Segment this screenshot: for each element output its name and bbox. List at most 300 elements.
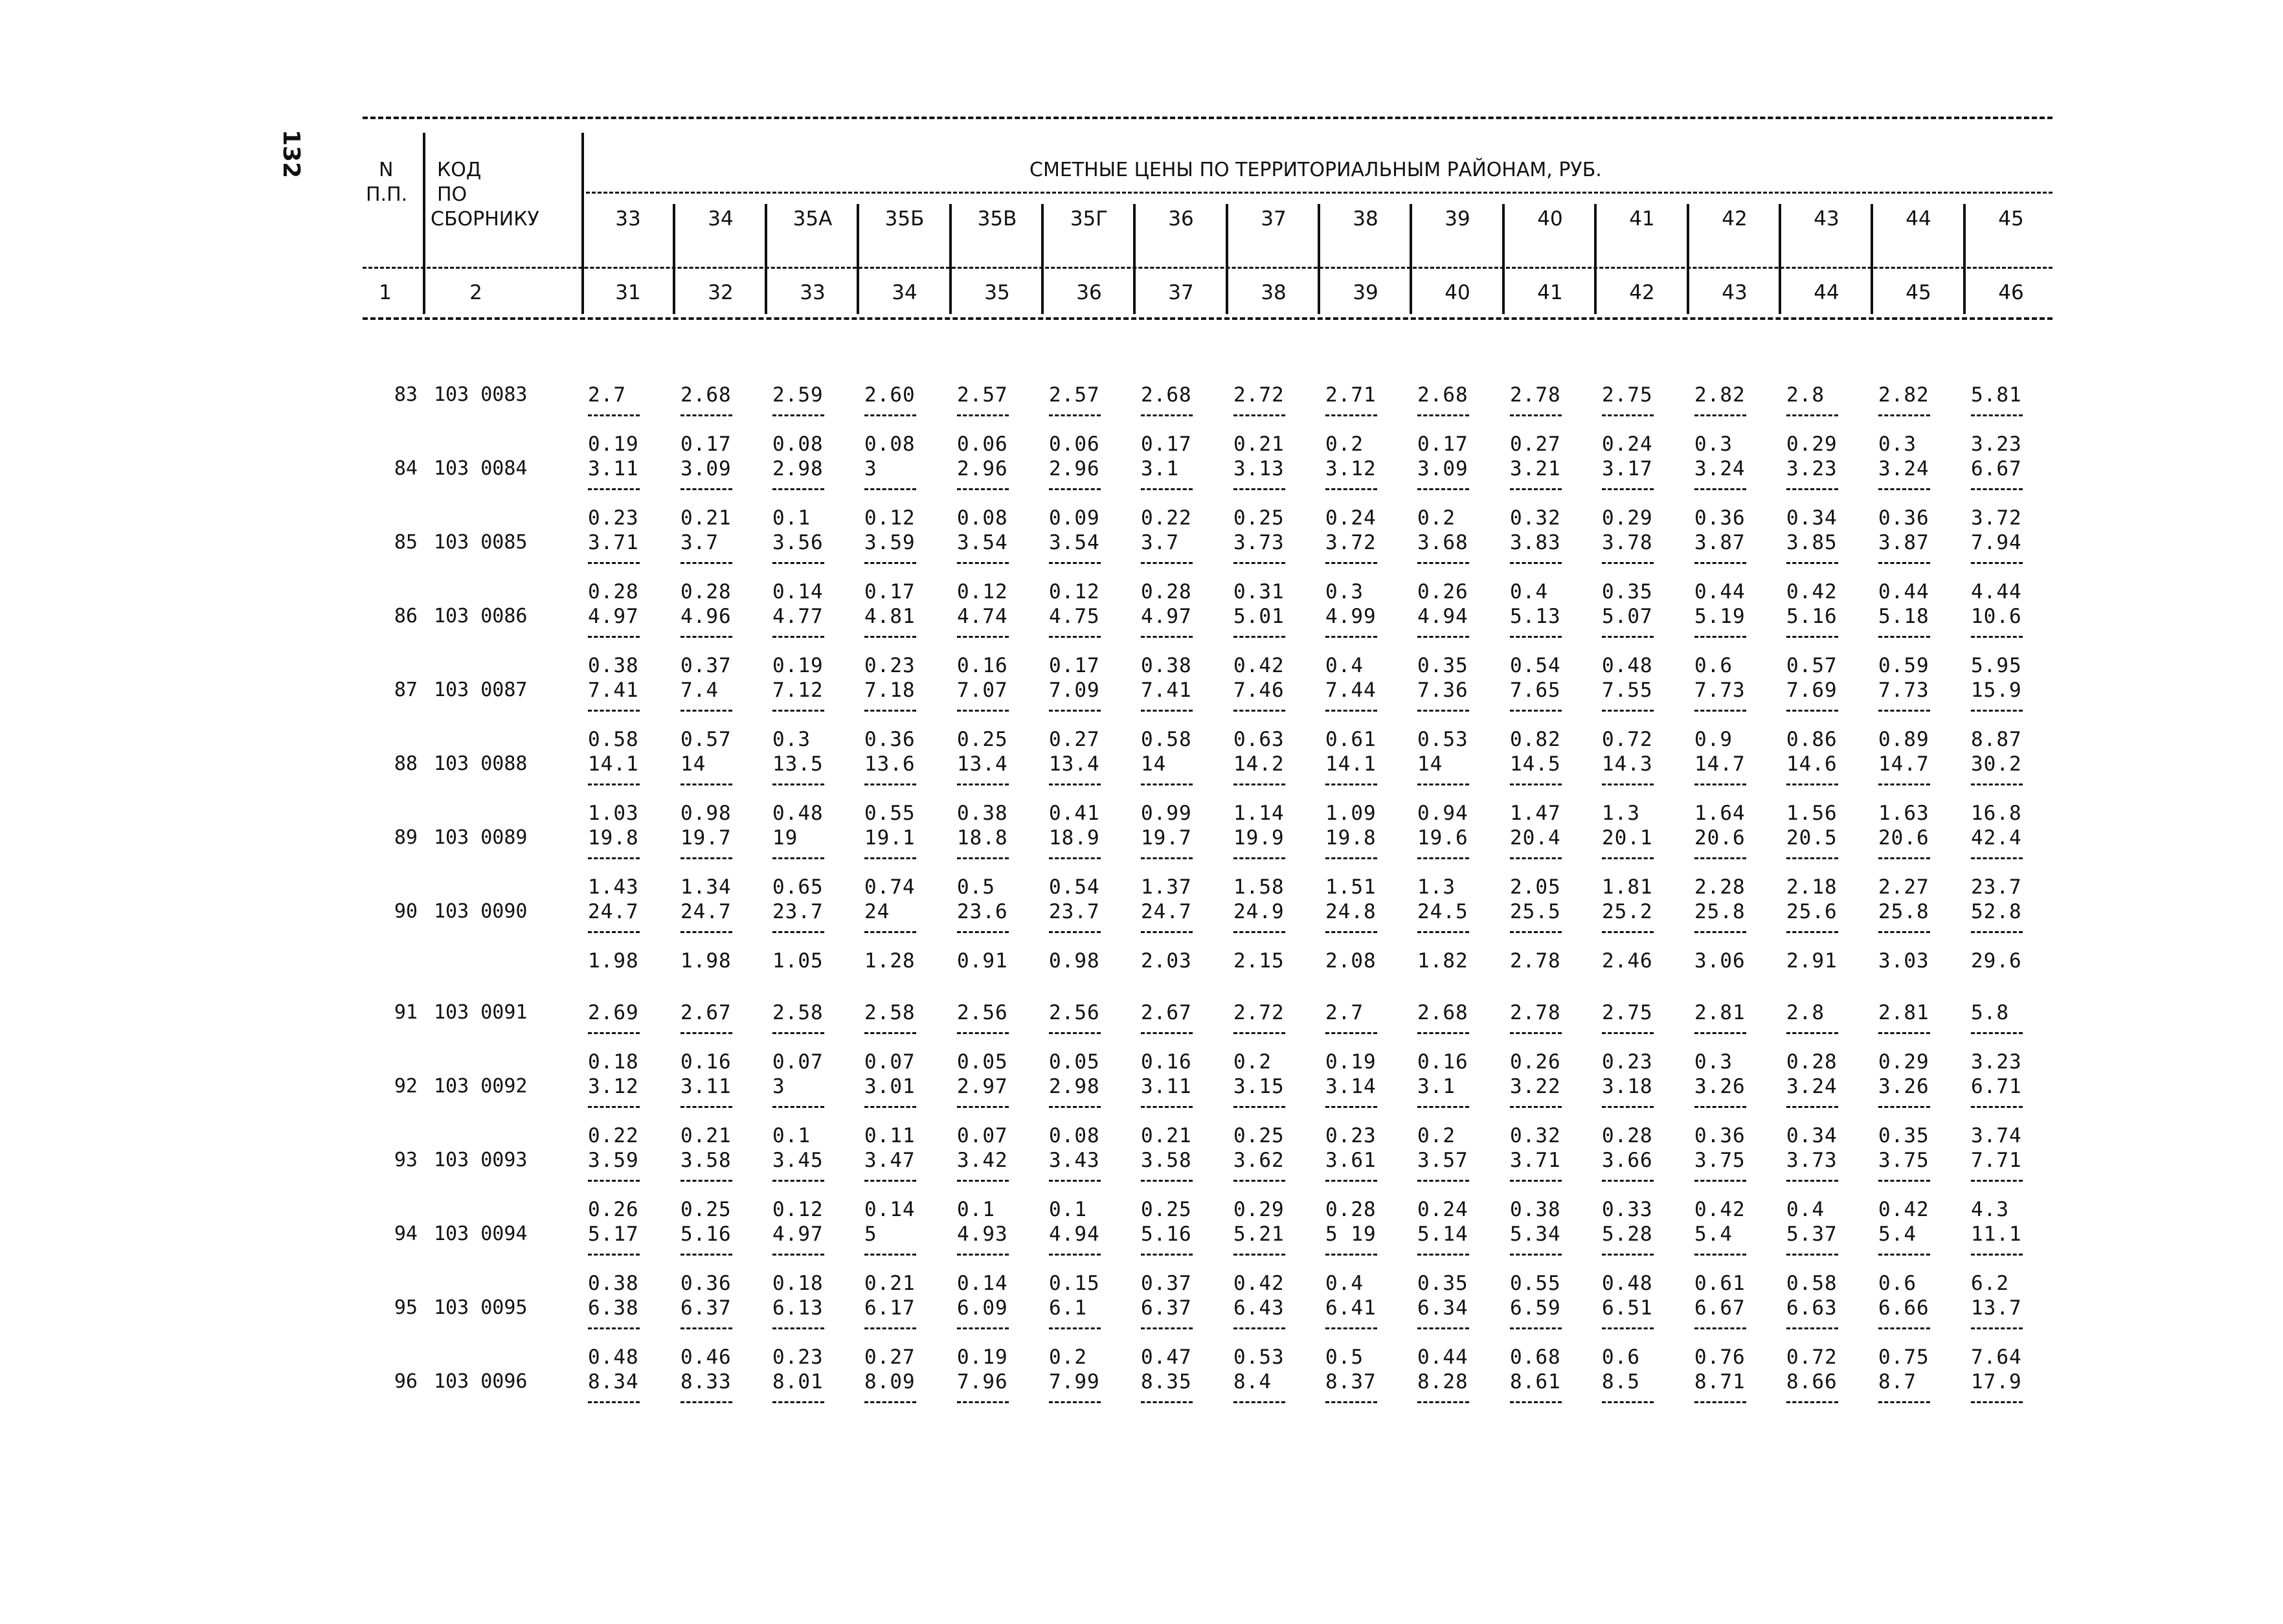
price-cell: 5.4 — [1878, 1223, 1917, 1246]
price-cell: 3.24 — [1694, 457, 1746, 480]
price-cell: 0.5 — [957, 875, 995, 899]
price-cell: 0.22 — [588, 1124, 639, 1147]
price-cell: 1.09 — [1325, 802, 1377, 825]
price-cell: 6.37 — [1141, 1296, 1192, 1320]
column-number: 44 — [1814, 281, 1839, 304]
row-code: 103 0087 — [434, 679, 528, 701]
price-cell: 18.9 — [1049, 826, 1100, 850]
price-cell: 13.5 — [772, 752, 824, 776]
price-cell: 0.17 — [1141, 433, 1192, 456]
price-cell: 2.67 — [1141, 1001, 1192, 1024]
price-cell: 0.26 — [1417, 580, 1468, 603]
price-cell: 3 — [772, 1075, 785, 1098]
price-cell: 2.60 — [864, 383, 916, 407]
price-cell: 0.38 — [1141, 654, 1192, 677]
row-number: 93 — [394, 1149, 418, 1171]
price-cell: 0.05 — [957, 1050, 1008, 1074]
price-cell: 0.98 — [1049, 949, 1100, 973]
fraction-bar — [1325, 784, 1377, 785]
price-cell: 6.59 — [1510, 1296, 1561, 1320]
price-cell: 20.5 — [1786, 826, 1838, 850]
fraction-bar — [1694, 414, 1746, 416]
fraction-bar — [1878, 636, 1930, 638]
price-cell: 7.36 — [1417, 679, 1468, 702]
price-cell: 0.6 — [1602, 1346, 1640, 1369]
fraction-bar — [1971, 784, 2023, 785]
price-cell: 0.3 — [772, 728, 811, 751]
fraction-bar — [1602, 1254, 1654, 1256]
price-cell: 0.99 — [1141, 802, 1192, 825]
price-cell: 1.03 — [588, 802, 639, 825]
fraction-bar — [1325, 1327, 1377, 1329]
price-cell: 0.54 — [1510, 654, 1561, 677]
price-cell: 1.98 — [588, 949, 639, 973]
fraction-bar — [1694, 488, 1746, 490]
fraction-bar — [864, 857, 916, 859]
fraction-bar — [1694, 1180, 1746, 1182]
fraction-bar — [1694, 1254, 1746, 1256]
price-cell: 3.26 — [1878, 1075, 1929, 1098]
price-cell: 0.53 — [1233, 1346, 1285, 1369]
price-cell: 0.28 — [1786, 1050, 1838, 1074]
price-cell: 1.37 — [1141, 875, 1192, 899]
fraction-bar — [1602, 857, 1654, 859]
price-cell: 2.96 — [1049, 457, 1100, 480]
fraction-bar — [1602, 636, 1654, 638]
fraction-bar — [1233, 488, 1285, 490]
row-number: 84 — [394, 457, 418, 480]
price-cell: 7.94 — [1971, 531, 2022, 554]
price-cell: 6.43 — [1233, 1296, 1285, 1320]
fraction-bar — [1786, 784, 1838, 785]
price-cell: 7.18 — [864, 679, 916, 702]
col-code-label-2: ПО — [437, 183, 467, 206]
price-cell: 3.18 — [1602, 1075, 1653, 1098]
price-cell: 6.71 — [1971, 1075, 2022, 1098]
price-cell: 8.09 — [864, 1370, 916, 1393]
price-cell: 0.28 — [680, 580, 732, 603]
price-cell: 1.63 — [1878, 802, 1929, 825]
fraction-bar — [1325, 1180, 1377, 1182]
price-cell: 0.38 — [588, 1272, 639, 1295]
price-cell: 0.68 — [1510, 1346, 1561, 1369]
price-cell: 0.28 — [1602, 1124, 1653, 1147]
header-column-divider — [1041, 204, 1044, 314]
fraction-bar — [1602, 1401, 1654, 1403]
fraction-bar — [680, 562, 732, 564]
price-cell: 0.08 — [772, 433, 824, 456]
district-header: 35В — [977, 207, 1017, 231]
price-cell: 8.35 — [1141, 1370, 1192, 1393]
fraction-bar — [1049, 1180, 1101, 1182]
fraction-bar — [1971, 1401, 2023, 1403]
row-code: 103 0083 — [434, 383, 528, 406]
price-cell: 1.56 — [1786, 802, 1838, 825]
price-cell: 1.64 — [1694, 802, 1746, 825]
price-cell: 0.21 — [864, 1272, 916, 1295]
fraction-bar — [680, 488, 732, 490]
row-code: 103 0092 — [434, 1075, 528, 1098]
price-cell: 0.3 — [1694, 1050, 1733, 1074]
price-cell: 20.6 — [1878, 826, 1929, 850]
fraction-bar — [1510, 1180, 1562, 1182]
price-cell: 3.06 — [1694, 949, 1746, 973]
price-cell: 8.33 — [680, 1370, 732, 1393]
price-cell: 2.56 — [1049, 1001, 1100, 1024]
column-number: 33 — [800, 281, 826, 304]
price-cell: 2.46 — [1602, 949, 1653, 973]
price-cell: 13.7 — [1971, 1296, 2022, 1320]
fraction-bar — [864, 1254, 916, 1256]
fraction-bar — [1417, 710, 1469, 712]
price-cell: 0.18 — [588, 1050, 639, 1074]
price-cell: 3.7 — [1141, 531, 1179, 554]
fraction-bar — [772, 1401, 824, 1403]
price-cell: 0.05 — [1049, 1050, 1100, 1074]
price-cell: 0.12 — [864, 506, 916, 530]
price-cell: 4.97 — [588, 605, 639, 628]
price-cell: 2.56 — [957, 1001, 1008, 1024]
price-cell: 5.16 — [1141, 1223, 1192, 1246]
fraction-bar — [864, 1032, 916, 1034]
price-cell: 4.75 — [1049, 605, 1100, 628]
district-header: 36 — [1168, 207, 1194, 231]
price-cell: 25.6 — [1786, 900, 1838, 923]
fraction-bar — [957, 1254, 1009, 1256]
fraction-bar — [1878, 488, 1930, 490]
price-cell: 2.75 — [1602, 1001, 1653, 1024]
fraction-bar — [1786, 931, 1838, 933]
price-cell: 2.91 — [1786, 949, 1838, 973]
price-cell: 0.5 — [1325, 1346, 1364, 1369]
col-code-label: КОД — [437, 159, 482, 181]
price-cell: 0.36 — [864, 728, 916, 751]
price-cell: 5.14 — [1417, 1223, 1468, 1246]
fraction-bar — [680, 931, 732, 933]
district-header: 43 — [1814, 207, 1839, 231]
price-cell: 1.28 — [864, 949, 916, 973]
fraction-bar — [1141, 857, 1193, 859]
fraction-bar — [1325, 414, 1377, 416]
column-number: 37 — [1168, 281, 1194, 304]
price-cell: 0.17 — [864, 580, 916, 603]
price-cell: 0.16 — [957, 654, 1008, 677]
price-cell: 23.6 — [957, 900, 1008, 923]
price-cell: 3.13 — [1233, 457, 1285, 480]
district-header: 41 — [1629, 207, 1655, 231]
fraction-bar — [1786, 488, 1838, 490]
price-cell: 2.98 — [1049, 1075, 1100, 1098]
fraction-bar — [1233, 1254, 1285, 1256]
fraction-bar — [1510, 1032, 1562, 1034]
fraction-bar — [680, 636, 732, 638]
fraction-bar — [1141, 1032, 1193, 1034]
price-cell: 0.38 — [1510, 1198, 1561, 1221]
fraction-bar — [1510, 857, 1562, 859]
row-number: 89 — [394, 826, 418, 849]
price-cell: 0.32 — [1510, 506, 1561, 530]
district-header: 44 — [1906, 207, 1931, 231]
row-code: 103 0089 — [434, 826, 528, 849]
price-cell: 6.66 — [1878, 1296, 1929, 1320]
price-cell: 7.73 — [1694, 679, 1746, 702]
fraction-bar — [680, 1180, 732, 1182]
fraction-bar — [1049, 488, 1101, 490]
price-cell: 3.17 — [1602, 457, 1653, 480]
price-cell: 2.78 — [1510, 383, 1561, 407]
price-cell: 2.8 — [1786, 1001, 1825, 1024]
header-column-divider — [1133, 204, 1136, 314]
price-cell: 0.08 — [1049, 1124, 1100, 1147]
price-cell: 0.2 — [1049, 1346, 1087, 1369]
fraction-bar — [1233, 1106, 1285, 1108]
price-cell: 2.75 — [1602, 383, 1653, 407]
fraction-bar — [680, 414, 732, 416]
price-cell: 1.3 — [1602, 802, 1640, 825]
price-cell: 24.7 — [1141, 900, 1192, 923]
price-cell: 0.34 — [1786, 1124, 1838, 1147]
price-cell: 8.87 — [1971, 728, 2022, 751]
price-cell: 4.97 — [1141, 605, 1192, 628]
fraction-bar — [1417, 784, 1469, 785]
price-cell: 0.74 — [864, 875, 916, 899]
fraction-bar — [1694, 857, 1746, 859]
price-cell: 0.65 — [772, 875, 824, 899]
price-cell: 7.55 — [1602, 679, 1653, 702]
price-cell: 7.07 — [957, 679, 1008, 702]
fraction-bar — [1417, 1106, 1469, 1108]
fraction-bar — [1141, 1106, 1193, 1108]
column-number: 1 — [379, 281, 392, 304]
fraction-bar — [680, 1327, 732, 1329]
column-number: 45 — [1906, 281, 1931, 304]
fraction-bar — [1694, 784, 1746, 785]
price-cell: 0.29 — [1602, 506, 1653, 530]
price-cell: 0.36 — [1694, 506, 1746, 530]
price-cell: 0.42 — [1786, 580, 1838, 603]
fraction-bar — [1602, 1180, 1654, 1182]
row-code: 103 0095 — [434, 1296, 528, 1319]
column-number: 34 — [892, 281, 917, 304]
price-cell: 0.22 — [1141, 506, 1192, 530]
fraction-bar — [1510, 1401, 1562, 1403]
price-cell: 3.09 — [680, 457, 732, 480]
price-cell: 0.44 — [1694, 580, 1746, 603]
price-cell: 0.89 — [1878, 728, 1929, 751]
fraction-bar — [1141, 1327, 1193, 1329]
price-cell: 0.42 — [1233, 1272, 1285, 1295]
price-cell: 7.41 — [1141, 679, 1192, 702]
fraction-bar — [1971, 414, 2023, 416]
fraction-bar — [588, 1327, 640, 1329]
price-cell: 8.37 — [1325, 1370, 1377, 1393]
fraction-bar — [1878, 857, 1930, 859]
price-cell: 3.23 — [1971, 1050, 2022, 1074]
price-cell: 3.73 — [1233, 531, 1285, 554]
fraction-bar — [588, 562, 640, 564]
fraction-bar — [1141, 710, 1193, 712]
price-cell: 0.54 — [1049, 875, 1100, 899]
price-cell: 3.61 — [1325, 1149, 1377, 1172]
price-cell: 6.51 — [1602, 1296, 1653, 1320]
fraction-bar — [1049, 1401, 1101, 1403]
fraction-bar — [1233, 931, 1285, 933]
fraction-bar — [1049, 414, 1101, 416]
price-cell: 4.96 — [680, 605, 732, 628]
fraction-bar — [864, 488, 916, 490]
price-cell: 1.43 — [588, 875, 639, 899]
price-cell: 6.38 — [588, 1296, 639, 1320]
price-cell: 3.03 — [1878, 949, 1929, 973]
price-cell: 20.4 — [1510, 826, 1561, 850]
price-cell: 5.17 — [588, 1223, 639, 1246]
fraction-bar — [1878, 784, 1930, 785]
price-cell: 8.34 — [588, 1370, 639, 1393]
price-cell: 0.35 — [1417, 1272, 1468, 1295]
price-cell: 3.21 — [1510, 457, 1561, 480]
header-column-divider — [1226, 204, 1228, 314]
price-cell: 0.82 — [1510, 728, 1561, 751]
fraction-bar — [1694, 636, 1746, 638]
fraction-bar — [772, 1106, 824, 1108]
price-cell: 4.93 — [957, 1223, 1008, 1246]
price-cell: 19 — [772, 826, 798, 850]
price-cell: 6.13 — [772, 1296, 824, 1320]
fraction-bar — [1049, 636, 1101, 638]
price-cell: 13.6 — [864, 752, 916, 776]
price-cell: 29.6 — [1971, 949, 2022, 973]
district-header: 39 — [1445, 207, 1470, 231]
price-cell: 3.11 — [588, 457, 639, 480]
price-cell: 3.75 — [1878, 1149, 1929, 1172]
price-cell: 7.4 — [680, 679, 719, 702]
price-cell: 3.87 — [1694, 531, 1746, 554]
price-cell: 5 19 — [1325, 1223, 1377, 1246]
price-cell: 1.47 — [1510, 802, 1561, 825]
price-cell: 0.94 — [1417, 802, 1468, 825]
fraction-bar — [680, 857, 732, 859]
price-cell: 5.13 — [1510, 605, 1561, 628]
fraction-bar — [1417, 1180, 1469, 1182]
header-column-divider — [857, 204, 859, 314]
price-cell: 5.21 — [1233, 1223, 1285, 1246]
price-cell: 2.18 — [1786, 875, 1838, 899]
fraction-bar — [1049, 1032, 1101, 1034]
fraction-bar — [1325, 931, 1377, 933]
price-cell: 0.61 — [1694, 1272, 1746, 1295]
price-cell: 2.69 — [588, 1001, 639, 1024]
fraction-bar — [772, 710, 824, 712]
price-cell: 0.86 — [1786, 728, 1838, 751]
fraction-bar — [1417, 1327, 1469, 1329]
price-cell: 5.95 — [1971, 654, 2022, 677]
price-cell: 3.71 — [588, 531, 639, 554]
price-cell: 3.22 — [1510, 1075, 1561, 1098]
row-code: 103 0090 — [434, 900, 528, 923]
price-cell: 0.28 — [1325, 1198, 1377, 1221]
fraction-bar — [1971, 488, 2023, 490]
price-cell: 0.29 — [1878, 1050, 1929, 1074]
header-column-divider — [765, 204, 767, 314]
header-column-divider — [1687, 204, 1689, 314]
price-cell: 3.12 — [1325, 457, 1377, 480]
price-cell: 0.07 — [864, 1050, 916, 1074]
fraction-bar — [1325, 1401, 1377, 1403]
price-cell: 0.27 — [1049, 728, 1100, 751]
row-number: 91 — [394, 1001, 418, 1024]
price-cell: 0.72 — [1786, 1346, 1838, 1369]
price-cell: 5.16 — [680, 1223, 732, 1246]
fraction-bar — [772, 636, 824, 638]
fraction-bar — [864, 1327, 916, 1329]
price-cell: 14.5 — [1510, 752, 1561, 776]
fraction-bar — [772, 784, 824, 785]
price-cell: 0.16 — [680, 1050, 732, 1074]
price-cell: 0.76 — [1694, 1346, 1746, 1369]
fraction-bar — [1786, 1032, 1838, 1034]
price-cell: 0.36 — [1694, 1124, 1746, 1147]
price-cell: 3.15 — [1233, 1075, 1285, 1098]
fraction-bar — [680, 710, 732, 712]
price-cell: 14 — [680, 752, 706, 776]
price-cell: 2.96 — [957, 457, 1008, 480]
fraction-bar — [1141, 1254, 1193, 1256]
fraction-bar — [680, 784, 732, 785]
price-cell: 8.61 — [1510, 1370, 1561, 1393]
price-cell: 13.4 — [1049, 752, 1100, 776]
fraction-bar — [1233, 636, 1285, 638]
fraction-bar — [1694, 931, 1746, 933]
price-cell: 0.35 — [1417, 654, 1468, 677]
fraction-bar — [957, 1032, 1009, 1034]
price-cell: 2.78 — [1510, 1001, 1561, 1024]
price-cell: 8.01 — [772, 1370, 824, 1393]
price-cell: 0.06 — [957, 433, 1008, 456]
fraction-bar — [1141, 784, 1193, 785]
fraction-bar — [772, 1254, 824, 1256]
price-cell: 2.68 — [1141, 383, 1192, 407]
price-cell: 5.8 — [1971, 1001, 2009, 1024]
price-cell: 0.23 — [588, 506, 639, 530]
header-column-divider — [1410, 204, 1412, 314]
fraction-bar — [1141, 636, 1193, 638]
price-cell: 0.19 — [588, 433, 639, 456]
price-cell: 0.32 — [1510, 1124, 1561, 1147]
fraction-bar — [1049, 1254, 1101, 1256]
price-cell: 24 — [864, 900, 890, 923]
price-cell: 3.68 — [1417, 531, 1468, 554]
price-cell: 5.28 — [1602, 1223, 1653, 1246]
price-cell: 0.48 — [1602, 654, 1653, 677]
price-cell: 3.74 — [1971, 1124, 2022, 1147]
price-cell: 0.58 — [588, 728, 639, 751]
price-cell: 25.5 — [1510, 900, 1561, 923]
price-cell: 3.72 — [1325, 531, 1377, 554]
fraction-bar — [957, 931, 1009, 933]
row-number: 87 — [394, 679, 418, 701]
fraction-bar — [1971, 1032, 2023, 1034]
price-cell: 0.4 — [1786, 1198, 1825, 1221]
fraction-bar — [1417, 1032, 1469, 1034]
price-cell: 7.09 — [1049, 679, 1100, 702]
price-cell: 0.17 — [680, 433, 732, 456]
price-cell: 0.12 — [1049, 580, 1100, 603]
price-cell: 17.9 — [1971, 1370, 2022, 1393]
price-cell: 8.5 — [1602, 1370, 1640, 1393]
header-column-divider — [423, 133, 425, 314]
price-cell: 3.72 — [1971, 506, 2022, 530]
price-cell: 6.2 — [1971, 1272, 2009, 1295]
